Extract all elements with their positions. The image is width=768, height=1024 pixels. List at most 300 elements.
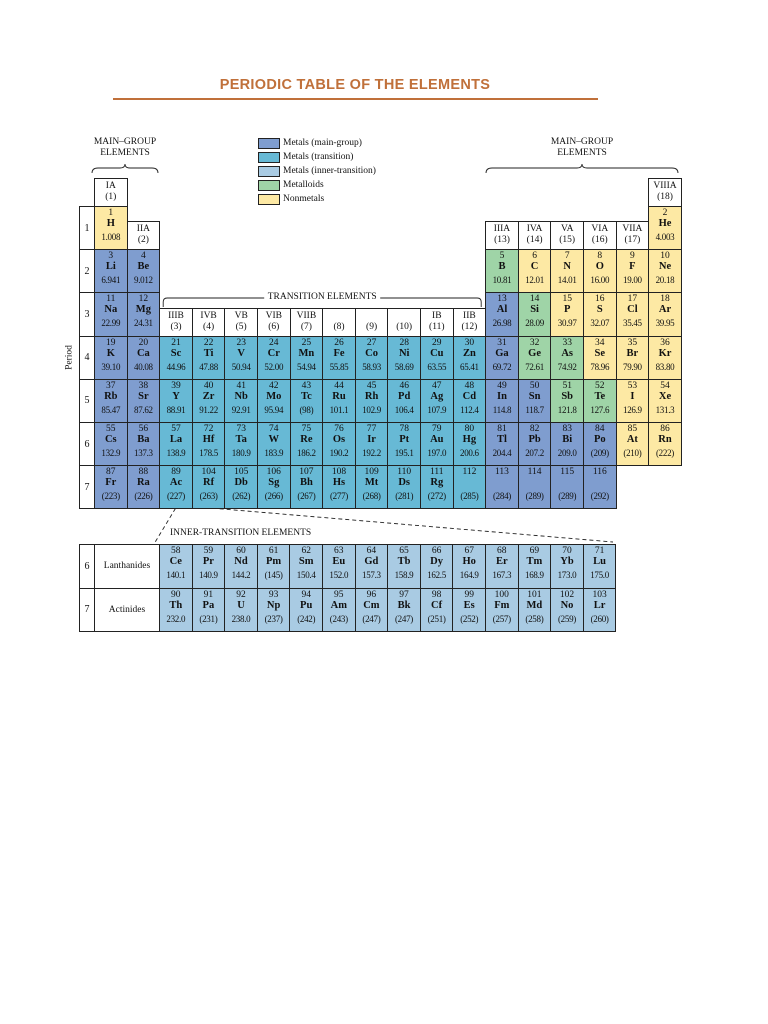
atomic-number: 32: [529, 337, 540, 348]
atomic-mass: 54.94: [297, 361, 316, 372]
element-cell: [94, 206, 128, 250]
group-number: (3): [170, 321, 182, 332]
element-cell: [192, 336, 226, 380]
atomic-mass: 140.1: [166, 570, 186, 580]
element-cell: [616, 336, 650, 380]
element-symbol: Rb: [104, 390, 118, 402]
element-cell: [159, 422, 193, 466]
group-roman: IVA: [526, 224, 543, 235]
atomic-mass: 52.00: [264, 361, 284, 372]
element-symbol: Mg: [135, 304, 151, 316]
group-header-11: [420, 308, 454, 337]
atomic-number: 24: [269, 337, 279, 348]
group-roman: IIA: [136, 224, 150, 235]
atomic-number: 39: [171, 380, 181, 391]
group-number: (14): [526, 235, 543, 246]
element-cell: [94, 422, 128, 466]
atomic-number: 92: [236, 589, 246, 600]
group-number: (1): [105, 192, 117, 202]
atomic-mass: 65.41: [460, 361, 479, 372]
page-title: PERIODIC TABLE OF THE ELEMENTS: [219, 77, 491, 93]
atomic-number: 5: [499, 251, 505, 262]
element-symbol: K: [106, 347, 115, 359]
atomic-number: 3: [108, 251, 114, 262]
atomic-number: 29: [432, 337, 442, 348]
atomic-mass: 39.95: [655, 318, 675, 329]
element-symbol: Co: [365, 347, 379, 359]
element-symbol: Cl: [627, 304, 638, 316]
element-cell: [648, 422, 682, 466]
actinides-label: Actinides: [94, 588, 160, 633]
atomic-mass: 132.9: [101, 448, 121, 458]
atomic-number: 25: [301, 337, 312, 348]
atomic-mass: 12.01: [525, 275, 544, 286]
element-cell: [550, 422, 584, 466]
atomic-number: 114: [527, 467, 542, 478]
element-cell: [518, 588, 552, 633]
element-symbol: Cu: [430, 347, 444, 359]
atomic-mass: (289): [525, 491, 544, 502]
element-cell: [518, 336, 552, 380]
element-cell: [485, 465, 519, 509]
atomic-number: 27: [366, 337, 377, 348]
atomic-mass: 114.8: [492, 404, 512, 415]
atomic-mass: (258): [525, 613, 544, 624]
group-number: (13): [494, 235, 510, 246]
atomic-mass: 138.9: [166, 448, 186, 458]
atomic-mass: 44.96: [166, 361, 186, 372]
atomic-number: 75: [301, 424, 312, 434]
element-cell: [453, 336, 487, 380]
atomic-mass: 78.96: [590, 361, 610, 372]
element-cell: [550, 292, 584, 336]
element-symbol: U: [237, 599, 245, 611]
element-cell: [159, 544, 193, 589]
element-symbol: Tm: [526, 556, 543, 567]
element-symbol: Na: [104, 304, 118, 316]
group-header-18: [648, 178, 682, 207]
element-cell: [550, 379, 584, 423]
atomic-number: 60: [236, 546, 246, 556]
element-symbol: Pu: [300, 599, 313, 611]
atomic-number: 16: [595, 294, 605, 305]
group-number: (15): [559, 235, 576, 246]
element-cell: [387, 336, 421, 380]
atomic-number: 81: [497, 424, 507, 434]
atomic-number: 61: [268, 546, 279, 556]
atomic-number: 2: [662, 208, 668, 218]
atomic-mass: 16.00: [590, 275, 610, 286]
group-roman: IIIB: [168, 310, 184, 321]
atomic-number: 52: [595, 380, 605, 391]
atomic-mass: 207.2: [525, 448, 544, 458]
atomic-number: 105: [234, 467, 249, 478]
atomic-number: 55: [106, 424, 116, 434]
element-symbol: Fe: [333, 347, 345, 359]
element-cell: [485, 422, 519, 466]
group-number: (17): [624, 235, 641, 246]
atomic-mass: 40.08: [134, 361, 153, 372]
element-cell: [648, 379, 682, 423]
element-symbol: Se: [594, 347, 606, 359]
element-symbol: Ce: [169, 556, 182, 567]
element-cell: [159, 379, 193, 423]
atomic-number: 84: [595, 424, 605, 434]
atomic-mass: 162.5: [427, 570, 446, 580]
atomic-number: 44: [334, 380, 344, 391]
group-number: (12): [461, 321, 478, 332]
atomic-mass: 95.94: [264, 404, 284, 415]
element-cell: [257, 465, 291, 509]
element-symbol: Au: [430, 434, 444, 445]
atomic-mass: (145): [264, 570, 283, 580]
element-symbol: Nd: [234, 556, 248, 567]
group-number: (7): [300, 321, 312, 332]
element-cell: [583, 588, 617, 633]
atomic-number: 34: [595, 337, 605, 348]
atomic-mass: 91.22: [199, 404, 218, 415]
element-symbol: Pr: [202, 556, 214, 567]
atomic-mass: (251): [427, 613, 446, 624]
atomic-number: 67: [464, 546, 474, 556]
element-cell: [355, 544, 389, 589]
element-cell: [387, 465, 421, 509]
atomic-mass: 26.98: [492, 318, 512, 329]
atomic-number: 51: [562, 380, 572, 391]
atomic-mass: 168.9: [525, 570, 544, 580]
element-cell: [420, 544, 454, 589]
element-symbol: Sg: [268, 477, 280, 489]
element-symbol: Pd: [398, 390, 411, 402]
element-symbol: Xe: [658, 390, 672, 402]
group-number: (8): [333, 321, 345, 332]
element-cell: [518, 249, 552, 293]
element-cell: [192, 422, 226, 466]
atomic-mass: 238.0: [231, 613, 251, 624]
element-symbol: Dy: [430, 556, 444, 567]
element-symbol: Tl: [497, 434, 507, 445]
group-roman: VA: [560, 224, 574, 235]
atomic-number: 111: [430, 467, 444, 478]
atomic-mass: (223): [101, 491, 120, 502]
atomic-number: 18: [660, 294, 670, 305]
atomic-mass: 19.00: [623, 275, 642, 286]
element-cell: [224, 422, 258, 466]
element-symbol: Ba: [137, 434, 150, 445]
inner-transition-label: INNER-TRANSITION ELEMENTS: [170, 528, 312, 538]
atomic-number: 115: [560, 467, 575, 478]
element-symbol: Db: [234, 477, 248, 489]
group-roman: VIA: [591, 224, 609, 235]
element-cell: [485, 588, 519, 633]
period-axis-label: Period: [64, 345, 75, 370]
group-header-10: [387, 308, 421, 337]
group-header-3: [159, 308, 193, 337]
atomic-number: 21: [171, 337, 181, 348]
element-cell: [485, 249, 519, 293]
atomic-mass: 35.45: [623, 318, 642, 329]
atomic-mass: (262): [232, 491, 251, 502]
atomic-number: 23: [236, 337, 246, 348]
atomic-number: 7: [564, 251, 570, 262]
atomic-number: 69: [529, 546, 540, 556]
atomic-mass: 9.012: [134, 275, 153, 286]
atomic-mass: 22.99: [101, 318, 121, 329]
atomic-mass: 158.9: [394, 570, 414, 580]
atomic-mass: 58.69: [394, 361, 414, 372]
atomic-mass: (259): [557, 613, 576, 624]
element-symbol: Fm: [494, 599, 510, 611]
element-symbol: Cd: [462, 390, 477, 402]
atomic-mass: 131.3: [655, 404, 675, 415]
atomic-mass: 74.92: [557, 361, 577, 372]
atomic-number: 94: [301, 589, 311, 600]
atomic-mass: (281): [395, 491, 414, 502]
element-symbol: Ge: [528, 347, 541, 359]
atomic-mass: 10.81: [492, 275, 512, 286]
element-symbol: Be: [137, 261, 150, 273]
atomic-number: 20: [138, 337, 149, 348]
element-symbol: Pm: [266, 556, 282, 567]
element-symbol: Rf: [203, 477, 215, 489]
element-cell: [420, 336, 454, 380]
atomic-mass: (243): [329, 613, 348, 624]
atomic-number: 76: [334, 424, 344, 434]
element-symbol: Pa: [202, 599, 215, 611]
element-symbol: Ho: [462, 556, 476, 567]
element-symbol: Cr: [267, 347, 280, 359]
element-symbol: Bh: [299, 477, 313, 489]
inner-period-number: 6: [79, 544, 95, 589]
group-header-9: [355, 308, 389, 337]
legend-label: Nonmetals: [283, 194, 325, 204]
element-cell: [387, 422, 421, 466]
element-cell: [648, 292, 682, 336]
element-cell: [550, 336, 584, 380]
atomic-mass: (226): [134, 491, 153, 502]
atomic-number: 42: [269, 380, 279, 391]
atomic-number: 108: [331, 467, 347, 478]
element-cell: [355, 336, 389, 380]
element-cell: [387, 588, 421, 633]
period-number: 3: [79, 292, 95, 336]
element-cell: [648, 249, 682, 293]
element-symbol: Ni: [398, 347, 410, 359]
atomic-mass: 63.55: [427, 361, 447, 372]
atomic-number: 35: [627, 337, 638, 348]
atomic-number: 37: [106, 380, 116, 391]
atomic-number: 74: [269, 424, 279, 434]
atomic-number: 110: [397, 467, 412, 478]
atomic-mass: 186.2: [297, 448, 316, 458]
element-symbol: Cm: [363, 599, 380, 611]
element-symbol: Ra: [136, 477, 150, 489]
element-symbol: Sn: [528, 390, 541, 402]
atomic-mass: 180.9: [231, 448, 251, 458]
atomic-mass: 204.4: [492, 448, 512, 458]
atomic-number: 4: [141, 251, 146, 262]
atomic-mass: (237): [264, 613, 283, 624]
atomic-number: 63: [334, 546, 344, 556]
legend-label: Metalloids: [283, 180, 324, 190]
element-cell: [159, 588, 193, 633]
atomic-mass: 92.91: [231, 404, 251, 415]
atomic-number: 80: [464, 424, 475, 434]
element-symbol: Rg: [430, 477, 444, 489]
atomic-number: 13: [497, 294, 507, 305]
element-symbol: At: [626, 434, 638, 445]
group-header-15: [550, 221, 584, 250]
atomic-mass: 150.4: [296, 570, 316, 580]
atomic-mass: 102.9: [362, 404, 381, 415]
element-cell: [616, 292, 650, 336]
element-cell: [583, 249, 617, 293]
atomic-mass: (252): [460, 613, 479, 624]
atomic-mass: 101.1: [329, 404, 349, 415]
atomic-number: 9: [630, 251, 635, 262]
element-cell: [453, 465, 487, 509]
element-symbol: Sr: [138, 390, 149, 402]
element-symbol: Kr: [658, 347, 672, 359]
atomic-number: 71: [594, 546, 605, 556]
element-cell: [94, 465, 128, 509]
atomic-mass: (292): [590, 491, 609, 502]
atomic-mass: 32.07: [590, 318, 610, 329]
element-cell: [290, 379, 324, 423]
element-cell: [616, 379, 650, 423]
element-cell: [616, 249, 650, 293]
atomic-number: 93: [268, 589, 279, 600]
element-symbol: V: [237, 347, 245, 359]
element-symbol: Th: [169, 599, 183, 611]
element-symbol: Ar: [658, 304, 672, 316]
element-cell: [289, 588, 323, 633]
atomic-number: 45: [366, 380, 377, 391]
element-cell: [94, 379, 128, 423]
element-cell: [518, 292, 552, 336]
element-symbol: Rh: [364, 390, 379, 402]
atomic-number: 12: [138, 294, 149, 305]
element-symbol: Ta: [235, 434, 247, 445]
element-symbol: B: [498, 261, 506, 273]
element-symbol: Am: [330, 599, 347, 611]
main-group-label-left: MAIN–GROUP ELEMENTS: [93, 137, 157, 158]
atomic-mass: (277): [329, 491, 348, 502]
element-symbol: P: [563, 304, 571, 316]
atomic-mass: 83.80: [655, 361, 675, 372]
atomic-number: 62: [301, 546, 311, 556]
element-cell: [583, 292, 617, 336]
atomic-mass: 137.3: [134, 448, 153, 458]
element-cell: [257, 588, 291, 633]
atomic-mass: 6.941: [101, 275, 121, 286]
element-symbol: Ti: [203, 347, 214, 359]
element-symbol: Cs: [104, 434, 117, 445]
atomic-number: 107: [299, 467, 314, 478]
element-cell: [127, 379, 161, 423]
element-cell: [127, 465, 161, 509]
element-cell: [550, 249, 584, 293]
transition-elements-label: TRANSITION ELEMENTS: [267, 292, 377, 302]
element-symbol: Sm: [298, 556, 314, 567]
element-symbol: Rn: [658, 434, 672, 445]
element-symbol: Yb: [560, 556, 574, 567]
group-number: (10): [396, 321, 413, 332]
atomic-mass: (267): [297, 491, 316, 502]
element-cell: [550, 588, 584, 633]
atomic-number: 109: [364, 467, 379, 478]
atomic-mass: 47.88: [199, 361, 218, 372]
element-cell: [453, 379, 487, 423]
atomic-mass: (284): [492, 491, 511, 502]
element-symbol: Tc: [301, 390, 312, 402]
group-roman: IB: [432, 310, 442, 321]
element-cell: [518, 422, 552, 466]
element-cell: [387, 544, 421, 589]
atomic-number: 103: [592, 589, 607, 600]
atomic-mass: 121.8: [557, 404, 577, 415]
element-cell: [127, 336, 161, 380]
element-cell: [355, 588, 389, 633]
atomic-number: 26: [334, 337, 344, 348]
element-symbol: Si: [530, 304, 539, 316]
group-roman: VIIA: [622, 224, 643, 235]
atomic-number: 88: [138, 467, 149, 478]
element-cell: [452, 588, 486, 633]
element-symbol: As: [561, 347, 574, 359]
group-number: (6): [268, 321, 280, 332]
element-cell: [159, 465, 193, 509]
element-cell: [127, 249, 161, 293]
atomic-mass: (260): [590, 613, 609, 624]
atomic-number: 36: [660, 337, 670, 348]
atomic-mass: (266): [264, 491, 283, 502]
atomic-mass: 197.0: [427, 448, 447, 458]
group-header-6: [257, 308, 291, 337]
element-symbol: Bk: [397, 599, 411, 611]
element-cell: [583, 336, 617, 380]
element-symbol: Lr: [593, 599, 606, 611]
atomic-number: 46: [399, 380, 409, 391]
element-cell: [420, 379, 454, 423]
atomic-number: 113: [495, 467, 509, 478]
element-symbol: Lu: [593, 556, 607, 567]
group-roman: VIIIA: [653, 181, 677, 191]
element-symbol: Li: [105, 261, 116, 273]
atomic-mass: 20.18: [655, 275, 675, 286]
group-header-4: [192, 308, 226, 337]
element-cell: [583, 544, 617, 589]
group-number: (9): [366, 321, 378, 332]
element-symbol: Ga: [495, 347, 509, 359]
element-cell: [550, 544, 584, 589]
atomic-number: 15: [562, 294, 572, 305]
element-symbol: Re: [300, 434, 313, 445]
atomic-mass: 14.01: [557, 275, 577, 286]
element-symbol: Np: [266, 599, 281, 611]
atomic-mass: 30.97: [557, 318, 577, 329]
element-cell: [289, 544, 323, 589]
element-symbol: Ag: [430, 390, 444, 402]
element-cell: [518, 544, 552, 589]
element-cell: [485, 336, 519, 380]
atomic-number: 98: [431, 589, 442, 600]
element-cell: [224, 544, 258, 589]
period-number: 7: [79, 465, 95, 509]
atomic-number: 104: [201, 467, 216, 478]
group-roman: IIIA: [493, 224, 511, 235]
element-cell: [127, 292, 161, 336]
